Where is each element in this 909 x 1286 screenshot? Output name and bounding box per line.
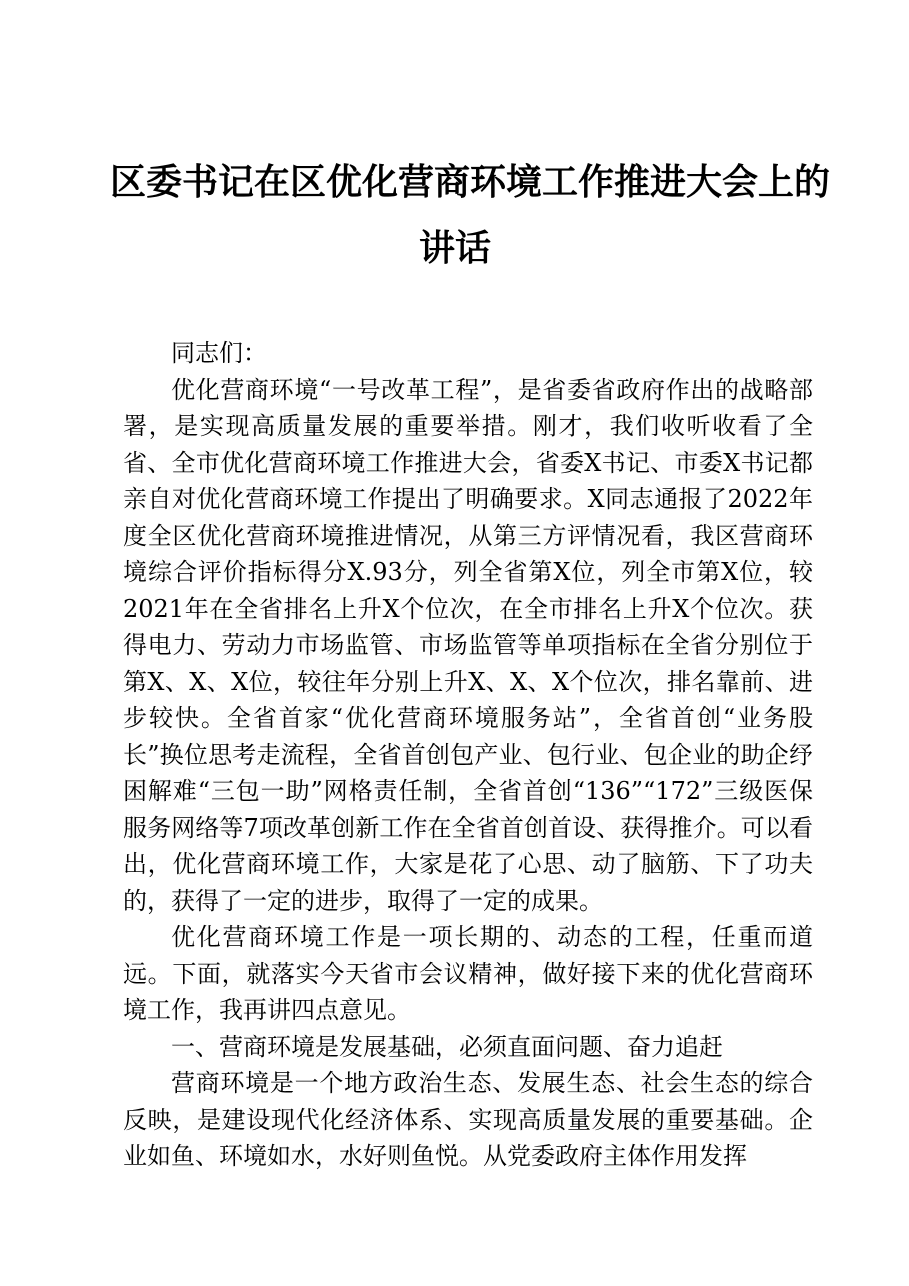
section-1-paragraph: 营商环境是一个地方政治生态、发展生态、社会生态的综合反映，是建设现代化经济体系、实现高质量发展的重要基础。企业如鱼、环境如水，水好则鱼悦。从党委政府主体作用发挥 [123,1069,813,1170]
document-title-line2: 讲话 [418,228,491,269]
section-heading-1: 一、营商环境是发展基础，必须直面问题、奋力追赶 [171,1032,723,1061]
salutation: 同志们： [171,339,267,367]
paragraph-1: 优化营商环境“一号改革工程”，是省委省政府作出的战略部署，是实现高质量发展的重要举措。刚才，我们收听收看了全省、全市优化营商环境工作推进大会，省委X书记、市委X书记都亲自对优化营商环境工作提出了明确要求。X同志通报了2022年度全区优化营商环境推进情况，从第三方评情况看，我区营商环境综合评价指标得分X.93分，列全省第X位，列全市第X位，较2021年在全省排名上升X个位次，在全市排名上升X个位次。获得电力、劳动力市场监管、市场监管等单项指标在全省分别位于第X、X、X位，较往年分别上升X、X、X个位次，排名靠前、进步较快。全省首家“优化营商环境服务站”，全省首创“业务股长”换位思考走流程，全省首创包产业、包行业、包企业的助企纾困解难“三包一助”网格责任制，全省首创“136”“172”三级医保服务网络等7项改革创新工作在全省首创首设、获得推介。可以看出，优化营商环境工作，大家是花了心思、动了脑筋、下了功夫的，获得了一定的进步，取得了一定的成果。 [123,375,813,915]
paragraph-2: 优化营商环境工作是一项长期的、动态的工程，任重而道远。下面，就落实今天省市会议精神，做好接下来的优化营商环境工作，我再讲四点意见。 [123,923,813,1024]
document-title-line1: 区委书记在区优化营商环境工作推进大会上的 [110,162,831,203]
document-body [123,335,813,1175]
